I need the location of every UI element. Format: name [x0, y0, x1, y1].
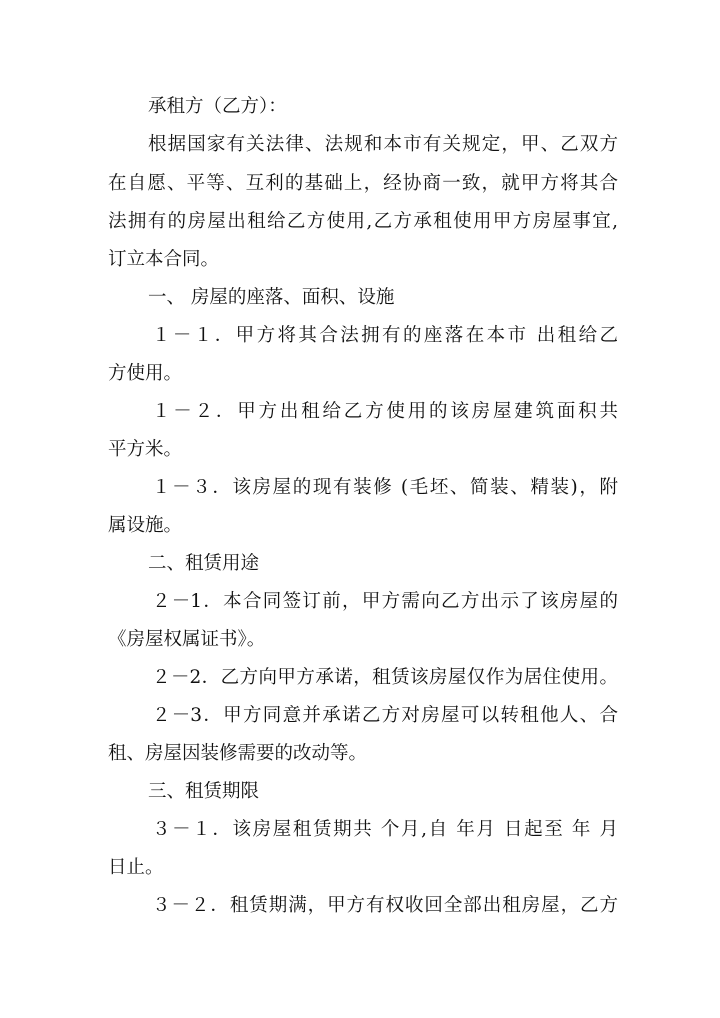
section-2-heading: 二、租赁用途	[148, 553, 260, 574]
clause-1-1-line-2: 方使用。	[108, 363, 183, 384]
clause-2-3-line-1: ２－3．甲方同意并承诺乙方对房屋可以转租他人、合	[152, 705, 618, 726]
clause-1-3-line-2: 属设施。	[108, 515, 183, 536]
clause-1-2-line-1: １－２．甲方出租给乙方使用的该房屋建筑面积共	[152, 401, 618, 422]
clause-3-1-line-1: ３－１．该房屋租赁期共 个月,自 年月 日起至 年 月	[152, 819, 618, 840]
clause-1-1-line-1: １－１．甲方将其合法拥有的座落在本市 出租给乙	[152, 325, 618, 346]
clause-1-3-line-1: １－３．该房屋的现有装修 (毛坯、简装、精装)，附	[152, 477, 618, 498]
clause-3-1-line-2: 日止。	[108, 857, 164, 878]
clause-1-2-line-2: 平方米。	[108, 439, 183, 460]
tenant-party-label: 承租方（乙方）：	[148, 96, 287, 117]
section-1-heading: 一、 房屋的座落、面积、设施	[148, 287, 395, 308]
section-3-heading: 三、租赁期限	[148, 781, 260, 802]
clause-2-1-line-2: 《房屋权属证书》。	[108, 629, 266, 650]
preamble-line-2: 在自愿、平等、互利的基础上，经协商一致，就甲方将其合	[108, 173, 618, 194]
preamble-line-3: 法拥有的房屋出租给乙方使用,乙方承租使用甲方房屋事宜,	[108, 211, 618, 232]
clause-2-3-line-2: 租、房屋因装修需要的改动等。	[108, 743, 368, 764]
clause-2-2-line-1: ２－2．乙方向甲方承诺，租赁该房屋仅作为居住使用。	[152, 667, 618, 688]
clause-3-2-line-1: ３－２．租赁期满，甲方有权收回全部出租房屋，乙方	[152, 895, 618, 916]
preamble-line-1: 根据国家有关法律、法规和本市有关规定，甲、乙双方	[148, 134, 618, 155]
preamble-line-4: 订立本合同。	[108, 249, 220, 270]
clause-2-1-line-1: ２－1．本合同签订前，甲方需向乙方出示了该房屋的	[152, 591, 618, 612]
